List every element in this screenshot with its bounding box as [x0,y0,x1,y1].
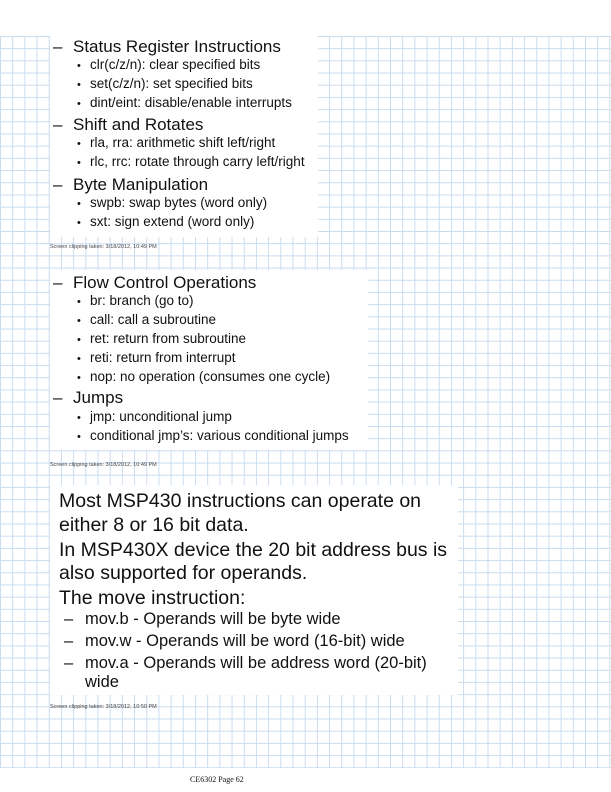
paragraph: Most MSP430 instructions can operate on [59,490,422,512]
paragraph: either 8 or 16 bit data. [59,514,249,536]
paragraph: also supported for operands. [59,562,308,584]
list-item: • reti: return from interrupt [77,350,236,365]
list-item: • rlc, rrc: rotate through carry left/right [77,154,305,169]
list-item: • clr(c/z/n): clear specified bits [77,57,261,72]
list-item-continuation: wide [85,673,119,691]
list-item: – mov.b - Operands will be byte wide [64,610,341,628]
paragraph: The move instruction: [59,587,246,609]
clipping-caption: Screen clipping taken: 3/18/2012, 10:49 PM [50,244,157,250]
list-item: – mov.a - Operands will be address word (20-bit) [64,654,427,672]
screen-clipping-1 [50,36,318,237]
list-item: • jmp: unconditional jump [77,409,232,424]
section-heading: – Flow Control Operations [53,273,257,292]
list-item: • nop: no operation (consumes one cycle) [77,369,331,384]
list-item: • rla, rra: arithmetic shift left/right [77,135,276,150]
section-heading: – Byte Manipulation [53,175,209,194]
section-heading: – Jumps [53,388,124,407]
list-item: • conditional jmp’s: various conditional jumps [77,428,349,443]
list-item: • sxt: sign extend (word only) [77,214,255,229]
screen-clipping-3 [50,485,458,695]
section-heading: – Status Register Instructions [53,37,281,56]
list-item: • br: branch (go to) [77,293,194,308]
list-item: • call: call a subroutine [77,312,217,327]
paragraph: In MSP430X device the 20 bit address bus is [59,539,448,561]
clipping-caption: Screen clipping taken: 3/18/2012, 10:49 PM [50,462,157,468]
list-item: – mov.w - Operands will be word (16-bit) wide [64,632,405,650]
screen-clipping-2 [50,270,368,450]
section-heading: – Shift and Rotates [53,115,204,134]
list-item: • ret: return from subroutine [77,331,247,346]
page-footer: CE6302 Page 62 [190,775,244,784]
clipping-caption: Screen clipping taken: 3/18/2012, 10:50 PM [50,704,157,710]
list-item: • swpb: swap bytes (word only) [77,195,268,210]
list-item: • set(c/z/n): set specified bits [77,76,253,91]
list-item: • dint/eint: disable/enable interrupts [77,95,292,110]
